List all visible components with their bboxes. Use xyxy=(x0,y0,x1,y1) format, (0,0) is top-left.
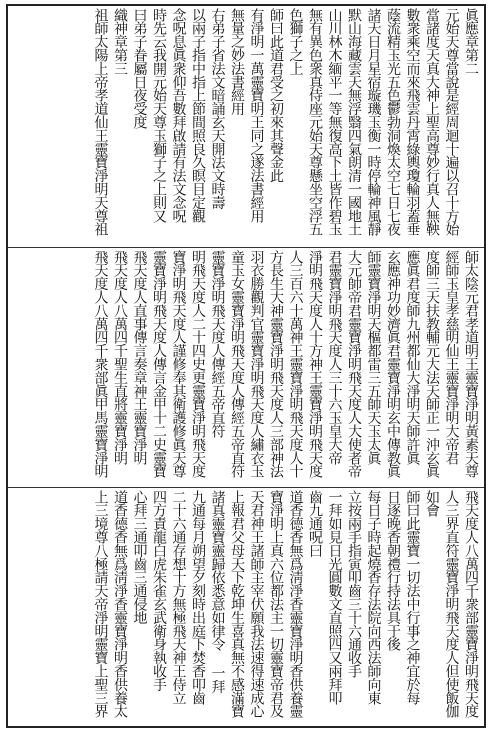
text-column: 立按兩手指寅叩齒三十六通收手 xyxy=(346,490,362,678)
text-column: 色獅子之上 xyxy=(287,8,304,76)
text-column: 方長生大神靈寶淨明飛天度人三部神法 xyxy=(268,250,284,478)
text-column: 二十六通存想十方無極飛天神王侍立 xyxy=(170,490,187,705)
text-column: 如會 xyxy=(424,490,440,517)
text-column: 齒九通呪曰 xyxy=(307,490,323,558)
text-column: 元始天尊當說是經周迴十遍以召十方始 xyxy=(443,8,460,236)
text-column: 時先云我開元始天尊玉獅子之上則又 xyxy=(151,8,167,223)
text-column: 一拜如見日光圓數文直照四又兩拜叩 xyxy=(326,490,343,705)
text-column: 道香德香無爲淸淨香靈寶淨明香供養太 xyxy=(112,490,128,718)
text-band-top xyxy=(8,6,484,248)
text-column: 上三境尊八極請天帝淨明靈寶上聖三界 xyxy=(92,490,109,718)
text-column: 數衆乘空而來飛雲丹霄綠輿瓊輪羽蓋垂 xyxy=(404,8,421,236)
text-column: 默山海藏雲天無浮翳四氣朗清一國地土 xyxy=(346,8,362,236)
text-column: 君靈寶淨明飛天度人三十六玉皇大帝 xyxy=(326,250,343,465)
text-column: 曰弟子眷屬日夜受度 xyxy=(131,8,148,129)
text-column: 右弟子省法文暗誦玄天開法文時壽 xyxy=(209,8,226,210)
text-column: 心拜三通叩齒三通侵地 xyxy=(131,490,148,625)
text-column: 度師三天扶教輔元大法天師正一沖玄眞 xyxy=(424,250,440,478)
text-column: 飛天度人八萬四千衆部眞甲馬靈寶淨明 xyxy=(92,250,109,478)
text-column: 明飛天度人二十四史更靈寶淨明飛天度 xyxy=(190,250,206,478)
column-group xyxy=(12,8,480,245)
text-column: 人三百六十萬神王靈寶淨明飛天度人十 xyxy=(287,250,304,478)
text-column: 飛天度人八萬四千衆部靈寶淨明飛天度 xyxy=(463,490,479,718)
text-column: 師靈寶淨明天樞都雷三五帥天玉太眞 xyxy=(365,250,382,465)
text-column: 師曰此道君受之初來其聲金此 xyxy=(268,8,284,183)
text-band-bottom xyxy=(8,488,484,726)
text-column: 寶淨明上真六位都法主一切靈寶帝君及 xyxy=(268,490,284,718)
text-column: 有淨明一萬靈寶明王同之遂法書經用 xyxy=(248,8,265,223)
text-column: 飛天度人八萬四千聖生直將靈寶淨明 xyxy=(112,250,128,465)
text-column: 師曰此靈寶一切法中行事之神宜於每 xyxy=(404,490,421,705)
text-column: 無量之妙法書經用 xyxy=(229,8,245,116)
text-column: 應眞君度師九州都仙大淨明天師許眞 xyxy=(404,250,421,465)
text-column: 日逐晚香朝禮行持法具于後 xyxy=(385,490,401,651)
text-column: 經師玉皇孝慈明仙王靈寶淨明大帝君 xyxy=(443,250,460,465)
text-column: 羽衣勝觀判官靈寶淨明飛天度人繡衣玉 xyxy=(248,250,265,478)
scripture-page xyxy=(6,4,486,728)
text-column: 每日子時起燒香存法院向西法師向東 xyxy=(365,490,382,705)
text-column: 四方責龍白虎朱雀玄武衛身執收手 xyxy=(151,490,167,692)
text-column: 織神章第三 xyxy=(112,8,128,76)
text-column: 靈寶淨明飛天度人傳經五帝直符 xyxy=(209,250,226,438)
text-column: 人三界直符靈寶淨明飛天度人但使飯伽 xyxy=(443,490,460,718)
column-group xyxy=(12,250,480,485)
text-column: 玄應神功妙濟眞君靈寶淨明玄中傳教眞 xyxy=(385,250,401,478)
text-column: 無有異色衆真侍座元始天尊懸坐空浮五 xyxy=(307,8,323,236)
text-column: 九通每月朔望夕刻時出庭下焚香叩齒 xyxy=(190,490,206,705)
text-column: 念呪息眞衆仰吾數拜啟請有法文念呪 xyxy=(170,8,187,223)
text-column: 諸天日月星宿璇璣玉衡一時停輪神風靜 xyxy=(365,8,382,236)
text-column: 靈寶淨明飛天度人傳言金甲十二史靈寶 xyxy=(151,250,167,478)
text-column: 山川林木緬平一等無復高下土皆作碧玉 xyxy=(326,8,343,236)
text-column: 大元帥帝君靈寶淨明飛天度人大使者帝 xyxy=(346,250,362,478)
text-column: 童玉女靈寶淨明飛天度人傳經五帝直符 xyxy=(229,250,245,478)
text-column: 眞應章第二 xyxy=(463,8,479,76)
text-column: 天君神王諸師主宰伏願我法速得速成心 xyxy=(248,490,265,718)
text-column: 淨明飛天度人十方神王靈寶淨明飛天度 xyxy=(307,250,323,478)
text-column: 師太陰元君孝道明王靈寶淨明黃素天尊 xyxy=(463,250,479,478)
text-column: 當諸度天真大神上聖高尊妙行真人無鞅 xyxy=(424,8,440,236)
text-column: 以兩子指中指上節間照良久瞑目定觀 xyxy=(190,8,206,223)
text-column: 諸真靈寶靈歸依悉意如律令 一拜 xyxy=(209,490,226,694)
text-column: 道香德香無爲淸淨香靈寶淨明香供養靈 xyxy=(287,490,304,718)
column-group xyxy=(12,490,480,724)
text-column: 上報君父母天下乾坤生喜真無不感滿寶 xyxy=(229,490,245,718)
text-column: 蔭流精玉光五色鬱勃洞煥太空七日七夜 xyxy=(385,8,401,236)
text-column: 寶淨明飛天度人謹修奉其衛護修眞天尊 xyxy=(170,250,187,478)
text-band-middle xyxy=(8,248,484,488)
text-column: 飛天度人直事傳言奏章神王靈寶淨明 xyxy=(131,250,148,465)
text-column: 祖師太陽上帝孝道仙王靈寶淨明天尊祖 xyxy=(92,8,109,236)
